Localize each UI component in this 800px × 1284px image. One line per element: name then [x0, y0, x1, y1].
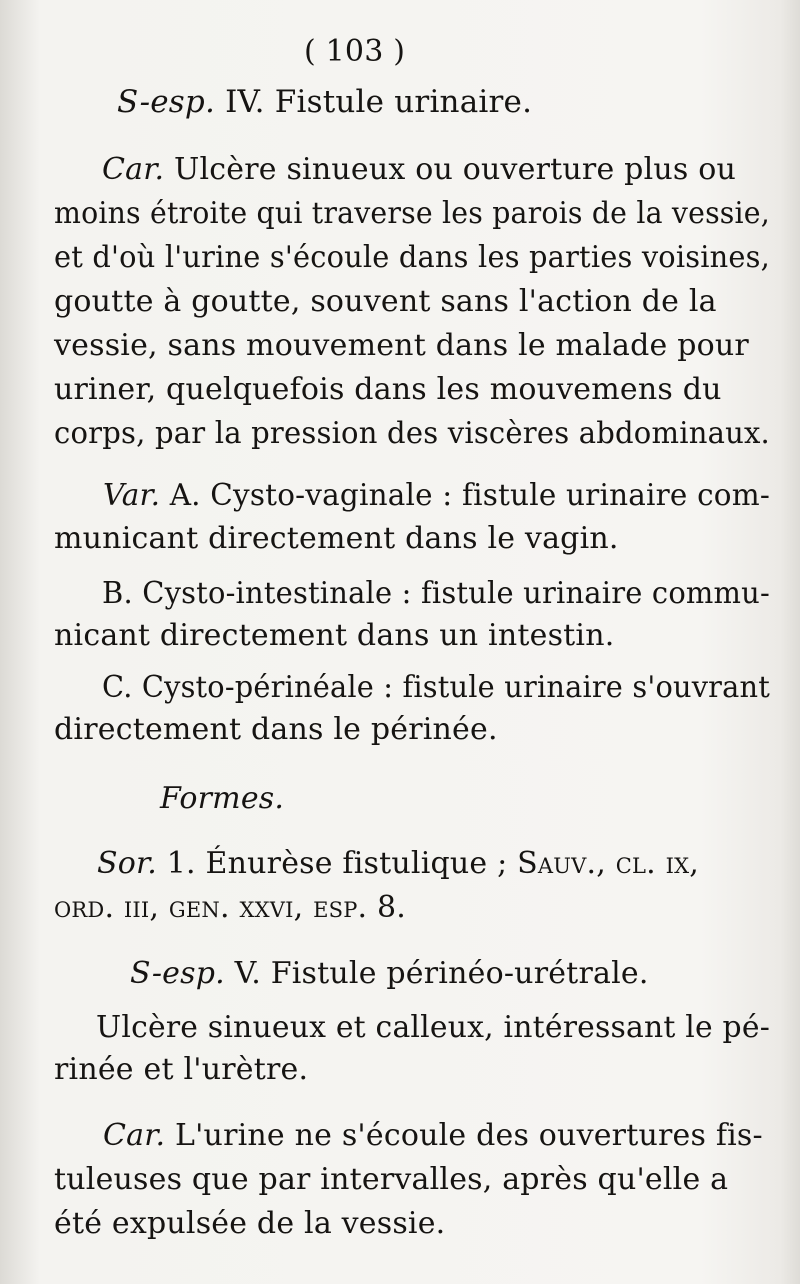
variety-a-text-1: A. Cysto-vaginale : fistule urinaire com-: [169, 478, 771, 513]
description-v-line-1: Ulcère sinueux et calleux, intéressant le pé-: [96, 1010, 770, 1045]
car-1-line-3: et d'où l'urine s'écoule dans les parties voisines,: [54, 240, 771, 275]
subspecies-v-label: S-esp.: [130, 956, 225, 991]
car-1-line-4: goutte à goutte, souvent sans l'action de la: [54, 284, 717, 319]
car-2-line-3: été expulsée de la vessie.: [54, 1206, 446, 1241]
car-2-label: Car.: [103, 1118, 166, 1153]
sauv-abbreviation: Sauv.: [517, 846, 597, 881]
car-1-line-7: corps, par la pression des viscères abdominaux.: [54, 416, 770, 451]
formes-text-1b: , cl. ix,: [596, 846, 700, 881]
variety-c-line-1: C. Cysto-périnéale : fistule urinaire s'ouvrant: [102, 670, 771, 705]
subspecies-v-heading: [130, 956, 649, 992]
formes-line-2: ord. iii, gen. xxvi, esp. 8.: [54, 890, 407, 925]
subspecies-iv-label: S-esp.: [117, 84, 215, 120]
car-1-text-1: Ulcère sinueux ou ouverture plus ou: [173, 152, 736, 187]
car-1-line-5: vessie, sans mouvement dans le malade pour: [54, 328, 749, 363]
car-2-line-1: [103, 1118, 763, 1154]
car-1-label: Car.: [102, 152, 165, 187]
subspecies-iv-heading: [117, 84, 532, 120]
variety-a-line-2: municant directement dans le vagin.: [54, 521, 619, 556]
car-2-line-2: tuleuses que par intervalles, après qu'elle a: [54, 1162, 729, 1197]
car-1-line-1: [102, 152, 736, 188]
car-1-line-6: uriner, quelquefois dans les mouvemens du: [54, 372, 722, 407]
variety-c-line-2: directement dans le périnée.: [54, 712, 498, 747]
subspecies-v-title: V. Fistule périnéo-urétrale.: [234, 956, 649, 991]
page-number: ( 103 ): [304, 34, 406, 69]
car-2-text-1: L'urine ne s'écoule des ouvertures fis-: [174, 1118, 763, 1153]
formes-line-1: [97, 846, 699, 882]
description-v-line-2: rinée et l'urètre.: [54, 1052, 309, 1087]
variety-b-line-1: B. Cysto-intestinale : fistule urinaire commu-: [102, 576, 770, 611]
variety-b-line-2: nicant directement dans un intestin.: [54, 618, 615, 653]
formes-heading: Formes.: [160, 781, 285, 816]
variety-a-line-1: [103, 478, 770, 514]
var-label: Var.: [103, 478, 161, 513]
sor-label: Sor.: [97, 846, 157, 881]
car-1-line-2: moins étroite qui traverse les parois de la vessie,: [54, 196, 770, 231]
formes-text-1a: 1. Énurèse fistulique ;: [166, 846, 508, 881]
subspecies-iv-title: IV. Fistule urinaire.: [225, 84, 533, 120]
